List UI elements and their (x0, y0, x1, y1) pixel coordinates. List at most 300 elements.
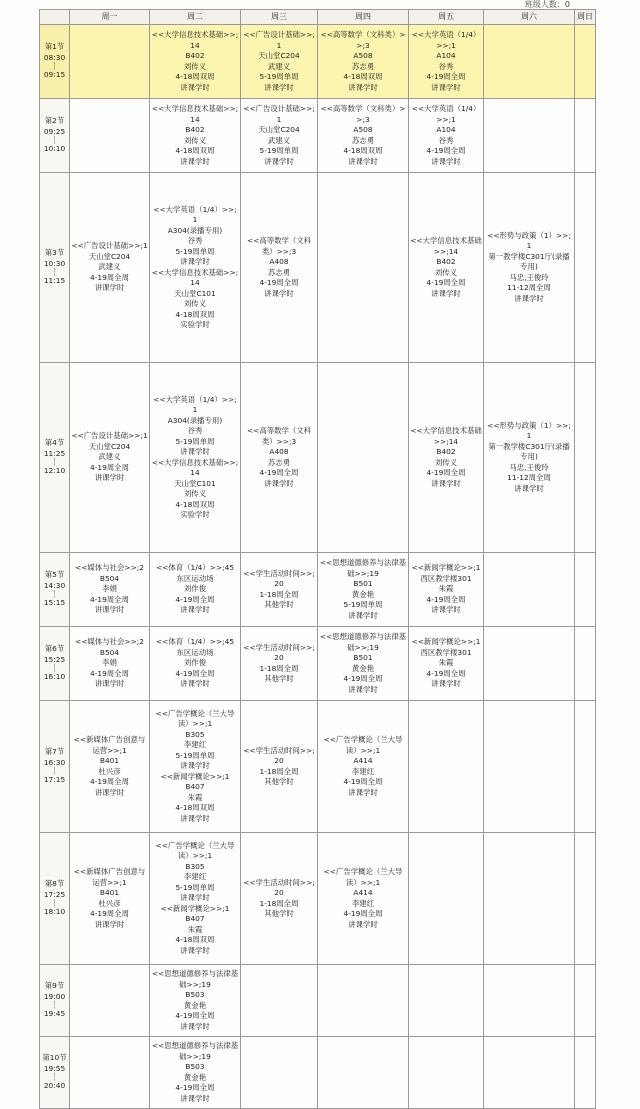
course-cell (484, 173, 575, 363)
course-line: 4-19周全周 (90, 594, 129, 604)
course-cell (575, 173, 596, 363)
course-line: B503 (185, 990, 205, 999)
course-line: 李建红 (351, 898, 375, 908)
course-cell (575, 701, 596, 833)
period-label (40, 99, 70, 173)
course-line: 4-19周全周 (426, 468, 466, 477)
course-line: 李娟 (102, 658, 117, 668)
course-cell (575, 553, 596, 627)
course-line: A408 (269, 447, 289, 456)
course-line: <<思想道德修养与法律基础>>;19 (151, 1041, 239, 1061)
course-line: 黄金艳 (351, 589, 375, 599)
course-line: 黄金艳 (183, 1000, 207, 1010)
course-line: 天山堂C101 (174, 288, 216, 298)
course-line: B501 (353, 653, 373, 662)
course-line: <<新媒体广告创意与运营>>;1 (73, 735, 146, 755)
course-cell (241, 833, 318, 965)
period-end: 15:15 (43, 598, 66, 608)
period-row (40, 363, 596, 553)
course-line: 杜兴彦 (98, 766, 121, 776)
period-end: 20:40 (43, 1081, 66, 1091)
header-row (40, 10, 596, 25)
day-header: 周二 (150, 10, 241, 25)
course-line: 刘作俊 (183, 584, 207, 594)
course-line: <<大学信息技术基础>>;14 (410, 236, 482, 256)
course-line: 苏志勇 (351, 135, 375, 145)
course-cell (318, 701, 409, 833)
course-line: 1-18周全周 (259, 663, 299, 673)
course-line: <<高等数学（文科类）>>;3 (246, 426, 312, 446)
course-line: 讲课学时 (431, 288, 461, 298)
course-line: <<高等数学（文科类）>>;3 (320, 30, 406, 50)
course-cell (318, 99, 409, 173)
course-line: B402 (185, 125, 205, 134)
course-line: <<大学英语（1/4）>>;1 (411, 104, 481, 124)
course-line: 4-18周双周 (175, 72, 215, 81)
period-end: 12:10 (43, 466, 66, 476)
course-line: 东区运动场 (176, 647, 214, 657)
course-line: 4-19周全周 (259, 468, 299, 477)
course-line: A304(录播专用) (167, 415, 223, 425)
course-cell (409, 553, 484, 627)
course-line: 朱霞 (187, 792, 203, 802)
course-line: B501 (353, 579, 373, 588)
course-cell (318, 553, 409, 627)
course-cell (241, 1037, 318, 1109)
course-line: <<大学信息技术基础>>;14 (410, 426, 482, 446)
course-cell (409, 363, 484, 553)
period-label (40, 363, 70, 553)
course-line: 4-19周全周 (343, 674, 383, 683)
course-line: 其他学时 (264, 777, 294, 786)
period-label (40, 553, 70, 627)
course-line: <<新闻学概论>>;1 (411, 563, 481, 573)
period-end: 11:15 (43, 276, 66, 286)
course-line: 第一教学楼C301厅(录播专用) (488, 441, 570, 462)
course-line: 4-19周全周 (175, 1011, 215, 1020)
period-end: 19:45 (43, 1009, 66, 1019)
course-line: B305 (185, 729, 205, 739)
schedule-body (40, 25, 596, 1109)
course-line: 4-18周双周 (343, 72, 383, 81)
course-line: B402 (436, 447, 456, 456)
course-line: 4-19周全周 (426, 278, 466, 287)
course-line: 讲课学时 (180, 605, 210, 615)
course-line: A408 (269, 257, 289, 266)
course-line: B305 (185, 861, 205, 871)
course-line: <<广告学概论（兰大导读）>>;1 (155, 708, 235, 729)
course-line: 刘传义 (434, 267, 458, 277)
course-line: 4-19周全周 (259, 278, 299, 287)
course-line: 讲课学时 (180, 813, 210, 823)
course-line: 11-12周全周 (507, 473, 551, 483)
course-line: 讲课学时 (348, 156, 378, 166)
course-line: <<体育（1/4）>>;45 (155, 637, 235, 647)
course-line: 讲课学时 (180, 447, 210, 456)
course-line: 天山堂C204 (258, 125, 300, 134)
period-start: 08:30 (43, 52, 66, 62)
course-cell (318, 833, 409, 965)
course-cell (150, 99, 241, 173)
course-cell (241, 553, 318, 627)
period-start: 19:55 (43, 1063, 66, 1073)
course-cell (70, 363, 150, 553)
course-cell (150, 25, 241, 99)
course-line: 西区教学楼301 (420, 647, 472, 657)
course-cell (318, 1037, 409, 1109)
time-separator: ┆ (52, 458, 57, 467)
day-header: 周一 (70, 10, 150, 25)
course-line: 讲课学时 (348, 684, 378, 694)
course-line: 4-19周全周 (175, 1083, 215, 1092)
course-line: A508 (353, 51, 373, 60)
course-line: A414 (353, 888, 373, 897)
period-start: 14:30 (43, 580, 66, 590)
course-line: 4-19周全周 (426, 72, 466, 81)
time-separator: ┆ (52, 136, 57, 145)
period-start: 11:25 (43, 448, 66, 458)
period-row (40, 701, 596, 833)
course-line: 5-19周单周 (343, 600, 383, 609)
course-cell (70, 25, 150, 99)
course-line: 刘传义 (434, 457, 458, 467)
period-end: 18:10 (43, 907, 66, 917)
course-line: 实验学时 (180, 320, 210, 329)
corner-cell (40, 10, 70, 25)
period-name: 第5节 (44, 570, 65, 580)
course-line: 讲课学时 (180, 679, 210, 689)
period-row (40, 627, 596, 701)
course-line: B401 (99, 756, 120, 765)
course-line: 4-18周双周 (343, 146, 383, 155)
course-cell (318, 965, 409, 1037)
course-cell (484, 701, 575, 833)
course-line: 4-19周全周 (426, 668, 466, 678)
period-label (40, 25, 70, 99)
course-cell (70, 701, 150, 833)
course-line: 其他学时 (264, 600, 294, 609)
course-cell (150, 1037, 241, 1109)
course-line: 实验学时 (180, 510, 210, 519)
course-line: <<新闻学概论>>;1 (160, 771, 230, 781)
time-separator: ┆ (52, 664, 57, 673)
course-line: <<新媒体广告创意与运营>>;1 (73, 867, 146, 887)
period-label (40, 627, 70, 701)
day-header: 周三 (241, 10, 318, 25)
course-line: 11-12周全周 (507, 283, 551, 293)
time-separator: ┆ (52, 268, 57, 277)
course-line: 4-19周全周 (90, 272, 129, 282)
course-line: B407 (185, 782, 205, 792)
course-line: 天山堂C101 (174, 478, 216, 488)
course-line: 讲课学时 (94, 283, 125, 293)
course-line: <<形势与政策（1）>>;1 (487, 420, 571, 441)
course-line: 1-18周全周 (259, 766, 299, 776)
course-line: 讲课学时 (180, 1021, 210, 1031)
course-cell (150, 173, 241, 363)
period-name: 第8节 (44, 879, 65, 889)
course-cell (484, 1037, 575, 1109)
course-cell (575, 1037, 596, 1109)
period-label (40, 833, 70, 965)
period-label (40, 173, 70, 363)
course-line: <<大学信息技术基础>>;14 (151, 30, 239, 50)
course-line: <<思想道德修养与法律基础>>;19 (319, 632, 407, 652)
course-line: 黄金艳 (351, 663, 375, 673)
course-cell (409, 627, 484, 701)
period-name: 第10节 (42, 1053, 67, 1063)
course-line: <<媒体与社会>>;2 (75, 563, 144, 573)
time-separator: ┆ (52, 590, 57, 599)
period-name: 第9节 (44, 981, 65, 991)
course-line: <<学生活动时间>>;20 (243, 745, 315, 765)
schedule-table (39, 9, 596, 1109)
course-line: 4-18周双周 (175, 146, 215, 155)
course-line: 讲课学时 (264, 288, 294, 298)
period-start: 15:25 (43, 654, 66, 664)
period-start: 10:30 (43, 258, 66, 268)
day-header: 周日 (575, 10, 596, 25)
course-line: <<学生活动时间>>;20 (243, 642, 315, 662)
course-cell (70, 553, 150, 627)
course-line: 5-19周单周 (175, 436, 215, 446)
course-line: 李建红 (351, 766, 375, 776)
course-line: 马忠,王俊玲 (509, 272, 549, 282)
course-line: <<广告设计基础>>;1 (243, 104, 315, 124)
course-line: <<学生活动时间>>;20 (243, 877, 315, 897)
course-line: 朱霞 (438, 658, 454, 668)
course-line: 其他学时 (264, 909, 294, 918)
period-start: 17:25 (43, 889, 66, 899)
course-line: 讲课学时 (264, 82, 294, 92)
course-line: <<媒体与社会>>;2 (75, 637, 144, 647)
course-line: 谷秀 (438, 135, 454, 145)
course-cell (70, 173, 150, 363)
course-cell (150, 833, 241, 965)
course-line: <<广告设计基础>>;1 (243, 30, 315, 50)
course-cell (409, 173, 484, 363)
course-line: 武建义 (267, 61, 291, 71)
period-name: 第6节 (44, 644, 65, 654)
course-line: 苏志勇 (267, 457, 291, 467)
course-line: <<广告设计基础>>;1 (71, 241, 148, 251)
course-line: A104 (436, 51, 456, 60)
course-line: 讲课学时 (94, 605, 125, 615)
course-cell (409, 25, 484, 99)
time-separator: ┆ (52, 899, 57, 908)
course-line: 苏志勇 (351, 61, 375, 71)
course-cell (409, 1037, 484, 1109)
day-header: 周六 (484, 10, 575, 25)
course-line: 讲课学时 (264, 478, 294, 488)
course-cell (70, 99, 150, 173)
course-line: 讲课学时 (180, 1093, 210, 1103)
period-name: 第2节 (44, 116, 65, 126)
course-line: 讲课学时 (94, 473, 125, 483)
course-line: 4-19周全周 (343, 909, 383, 918)
period-row (40, 99, 596, 173)
course-line: 讲课学时 (180, 257, 210, 266)
course-line: 4-19周全周 (175, 594, 215, 604)
course-line: <<体育（1/4）>>;45 (155, 563, 235, 573)
course-line: 讲课学时 (431, 605, 461, 615)
course-line: B503 (185, 1062, 205, 1071)
course-line: <<思想道德修养与法律基础>>;19 (151, 969, 239, 989)
course-line: <<广告学概论（兰大导读）>>;1 (323, 867, 403, 887)
course-line: 讲课学时 (431, 156, 461, 166)
course-line: <<高等数学（文科类）>>;3 (320, 104, 406, 124)
course-line: 讲课学时 (264, 156, 294, 166)
course-line: A304(录播专用) (167, 225, 223, 235)
course-cell (318, 627, 409, 701)
course-cell (241, 363, 318, 553)
course-line: <<大学英语（1/4）>>;1 (411, 30, 481, 50)
course-cell (484, 965, 575, 1037)
period-name: 第4节 (44, 438, 65, 448)
time-separator: ┆ (52, 1001, 57, 1010)
course-line: 4-18周双周 (175, 803, 215, 813)
course-line: 苏志勇 (267, 267, 291, 277)
course-cell (575, 627, 596, 701)
course-line: 讲课学时 (180, 945, 210, 955)
course-line: 5-19周单周 (259, 146, 299, 155)
course-line: 第一教学楼C301厅(录播专用) (488, 251, 570, 272)
time-separator: ┆ (52, 62, 57, 71)
course-line: 4-19周全周 (90, 462, 129, 472)
course-line: 4-18周双周 (175, 309, 215, 319)
course-line: B504 (99, 647, 120, 657)
course-line: 讲课学时 (94, 787, 125, 797)
period-end: 17:15 (43, 775, 66, 785)
course-line: 5-19周单周 (259, 72, 299, 81)
course-line: <<大学信息技术基础>>;14 (151, 104, 239, 124)
course-line: 讲课学时 (94, 919, 125, 929)
course-line: 4-19周全周 (90, 668, 129, 678)
course-cell (241, 25, 318, 99)
course-line: 1-18周全周 (259, 898, 299, 908)
course-line: 刘传义 (183, 489, 207, 498)
course-line: 5-19周单周 (175, 750, 215, 760)
course-line: 杜兴彦 (98, 898, 121, 908)
course-line: 武建义 (267, 135, 291, 145)
course-cell (241, 627, 318, 701)
period-row (40, 833, 596, 965)
course-line: 刘传义 (183, 135, 207, 145)
course-line: <<广告设计基础>>;1 (71, 431, 148, 441)
course-line: 讲课学时 (348, 919, 378, 929)
period-label (40, 965, 70, 1037)
course-cell (70, 965, 150, 1037)
day-header: 周五 (409, 10, 484, 25)
course-line: <<大学信息技术基础>>;14 (151, 267, 239, 287)
course-line: 4-18周双周 (175, 935, 215, 945)
course-line: <<新闻学概论>>;1 (160, 903, 230, 913)
course-line: 4-19周全周 (90, 777, 129, 786)
period-name: 第3节 (44, 248, 65, 258)
course-line: 讲课学时 (180, 761, 210, 771)
course-cell (241, 173, 318, 363)
course-line: 天山堂C204 (88, 441, 131, 451)
course-line: B402 (436, 257, 456, 266)
course-line: <<大学信息技术基础>>;14 (151, 457, 239, 477)
period-end: 09:15 (43, 70, 66, 80)
course-cell (484, 627, 575, 701)
course-line: B407 (185, 914, 205, 924)
course-line: 5-19周单周 (175, 882, 215, 892)
time-separator: ┆ (52, 1073, 57, 1082)
course-cell (70, 833, 150, 965)
course-cell (150, 701, 241, 833)
course-cell (150, 363, 241, 553)
course-line: 讲课学时 (180, 156, 210, 166)
period-name: 第1节 (44, 42, 65, 52)
course-line: 谷秀 (187, 236, 203, 245)
course-cell (484, 25, 575, 99)
course-line: A508 (353, 125, 373, 134)
course-cell (409, 99, 484, 173)
period-label (40, 1037, 70, 1109)
course-line: <<广告学概论（兰大导读）>>;1 (155, 840, 235, 861)
course-cell (241, 965, 318, 1037)
course-line: 刘传义 (183, 61, 207, 71)
course-line: 讲课学时 (514, 483, 544, 493)
course-cell (484, 99, 575, 173)
course-line: 讲课学时 (348, 787, 378, 797)
course-cell (318, 173, 409, 363)
period-row (40, 965, 596, 1037)
course-line: 武建义 (98, 452, 121, 462)
period-row (40, 25, 596, 99)
course-line: <<形势与政策（1）>>;1 (487, 230, 571, 251)
course-cell (575, 965, 596, 1037)
course-line: <<新闻学概论>>;1 (411, 637, 481, 647)
course-line: B504 (99, 573, 120, 583)
course-line: 李建红 (183, 872, 207, 882)
period-start: 19:00 (43, 991, 66, 1001)
period-row (40, 173, 596, 363)
course-line: B401 (99, 888, 120, 897)
course-line: 黄金艳 (183, 1072, 207, 1082)
course-line: 谷秀 (187, 426, 203, 435)
period-end: 16:10 (43, 672, 66, 682)
course-line: 讲课学时 (514, 293, 544, 303)
course-line: <<大学英语（1/4）>>;1 (153, 394, 237, 414)
course-line: 谷秀 (438, 61, 454, 71)
course-line: <<思想道德修养与法律基础>>;19 (319, 558, 407, 578)
period-label (40, 701, 70, 833)
course-line: 朱霞 (438, 584, 454, 594)
course-line: 讲课学时 (94, 679, 125, 689)
course-cell (241, 99, 318, 173)
course-line: <<高等数学（文科类）>>;3 (246, 236, 312, 256)
course-cell (150, 627, 241, 701)
course-cell (484, 833, 575, 965)
course-line: 李娟 (102, 584, 117, 594)
course-line: 1-18周全周 (259, 589, 299, 599)
course-cell (70, 1037, 150, 1109)
period-start: 16:30 (43, 757, 66, 767)
course-cell (318, 25, 409, 99)
course-line: A104 (436, 125, 456, 134)
period-end: 10:10 (43, 144, 66, 154)
course-cell (575, 833, 596, 965)
course-line: 马忠,王俊玲 (509, 462, 549, 472)
course-cell (409, 701, 484, 833)
course-cell (409, 965, 484, 1037)
course-cell (575, 99, 596, 173)
course-line: A414 (353, 756, 373, 765)
course-cell (484, 363, 575, 553)
